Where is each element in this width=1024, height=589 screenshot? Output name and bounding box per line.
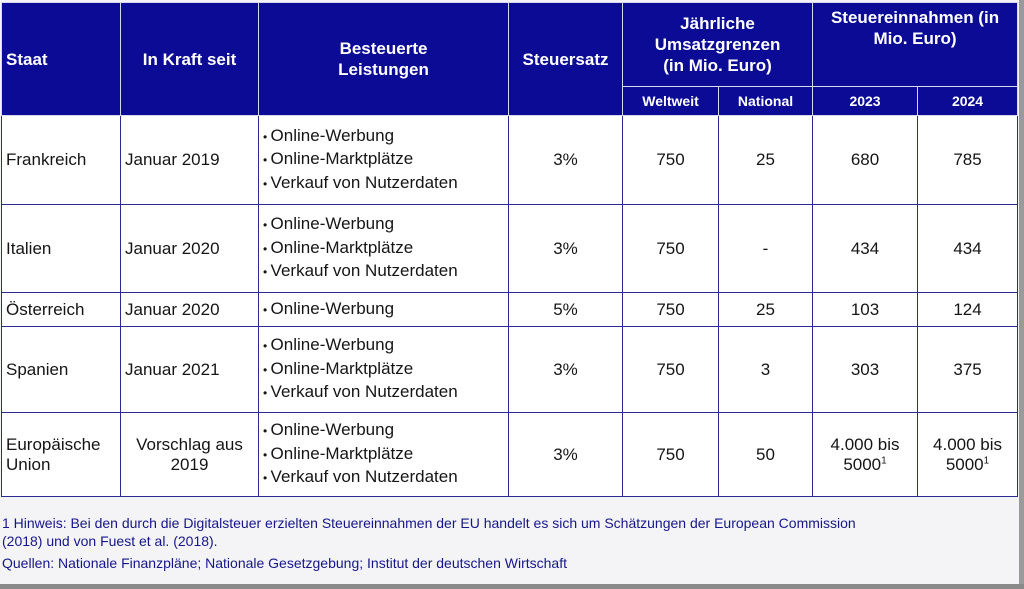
value: 785 [953,150,982,169]
cell-e2024 [918,293,1018,327]
value: 680 [850,150,880,169]
list-item: • Verkauf von Nutzerdaten [263,466,504,490]
cell-weltweit: 750 [623,413,719,497]
header-leistungen: Besteuerte Leistungen [259,3,509,116]
header-2024: 2024 [918,87,1018,116]
list-item: • Online-Marktplätze [263,237,504,261]
cell-e2023 [813,413,918,497]
cell-leistungen [259,293,509,327]
cell-e2024 [918,413,1018,497]
cell-weltweit: 750 [623,293,719,327]
value: 4.000 bis 5000 [830,434,900,474]
cell-staat: Spanien [2,327,121,413]
cell-leistungen [259,116,509,205]
table-row [2,205,1018,293]
value: 103 [850,299,880,319]
footnote-mark: 1 [881,454,887,466]
cell-e2024 [918,116,1018,205]
list-item: • Online-Marktplätze [263,443,504,467]
footnote-quellen: Quellen: Nationale Finanzpläne; Nationale Gesetzgebung; Institut der deutschen Wirtschaft [2,555,567,571]
list-item: • Verkauf von Nutzerdaten [263,381,504,405]
list-item: • Verkauf von Nutzerdaten [263,172,504,196]
value: 375 [953,359,982,379]
cell-leistungen [259,413,509,497]
cell-staat: Frankreich [2,116,121,205]
cell-steuersatz: 3% [509,205,623,293]
leistungen-list [263,334,504,405]
cell-national: - [719,205,813,293]
list-item: • Online-Werbung [263,125,504,149]
footnote-mark: 1 [983,454,990,466]
cell-seit: Januar 2020 [121,205,259,293]
cell-seit: Januar 2019 [121,116,259,205]
cell-leistungen [259,205,509,293]
header-weltweit: Weltweit [623,87,719,116]
cell-weltweit: 750 [623,205,719,293]
header-national: National [719,87,813,116]
footnotes [2,514,882,576]
cell-e2023 [813,205,918,293]
footnote-hinweis: 1 Hinweis: Bei den durch die Digitalsteuer erzielten Steuereinnahmen der EU handelt es sich um Schätzungen der European Commission (2018) und von Fuest et al. (2018). [2,515,856,549]
value: 4.000 bis 5000 [933,434,1003,474]
cell-seit: Januar 2021 [121,327,259,413]
cell-staat: Italien [2,205,121,293]
leistungen-list [263,298,504,322]
leistungen-list [263,213,504,284]
header-staat: Staat [2,3,121,116]
list-item: • Verkauf von Nutzerdaten [263,260,504,284]
cell-national: 50 [719,413,813,497]
cell-national: 25 [719,293,813,327]
cell-seit: Vorschlag aus 2019 [121,413,259,497]
header-steuersatz: Steuersatz [509,3,623,116]
list-item: • Online-Marktplätze [263,148,504,172]
value: 434 [850,238,880,258]
window-edge [1019,0,1024,589]
cell-e2023 [813,293,918,327]
header-umsatzgrenzen: Jährliche Umsatzgrenzen (in Mio. Euro) [623,3,813,87]
value: 124 [953,299,982,319]
cell-seit: Januar 2020 [121,293,259,327]
cell-national: 3 [719,327,813,413]
cell-e2023 [813,327,918,413]
cell-steuersatz: 3% [509,413,623,497]
header-2023: 2023 [813,87,918,116]
cell-staat: Europäische Union [2,413,121,497]
table-row [2,293,1018,327]
cell-staat: Österreich [2,293,121,327]
cell-leistungen [259,327,509,413]
cell-weltweit: 750 [623,327,719,413]
cell-steuersatz: 5% [509,293,623,327]
table-row [2,327,1018,413]
list-item: • Online-Marktplätze [263,358,504,382]
leistungen-list [263,419,504,490]
list-item: • Online-Werbung [263,419,504,443]
table-row [2,116,1018,205]
cell-steuersatz: 3% [509,327,623,413]
cell-e2024 [918,327,1018,413]
list-item: • Online-Werbung [263,298,504,322]
list-item: • Online-Werbung [263,334,504,358]
value: 434 [953,238,982,258]
table-row [2,413,1018,497]
cell-national: 25 [719,116,813,205]
cell-weltweit: 750 [623,116,719,205]
digital-tax-table [1,2,1018,497]
value: 303 [850,359,880,379]
cell-e2024 [918,205,1018,293]
header-einnahmen: Steuereinnahmen (in Mio. Euro) [813,3,1018,87]
leistungen-list [263,125,504,196]
cell-steuersatz: 3% [509,116,623,205]
header-in-kraft: In Kraft seit [121,3,259,116]
list-item: • Online-Werbung [263,213,504,237]
window-edge-bottom [0,584,1024,589]
cell-e2023 [813,116,918,205]
